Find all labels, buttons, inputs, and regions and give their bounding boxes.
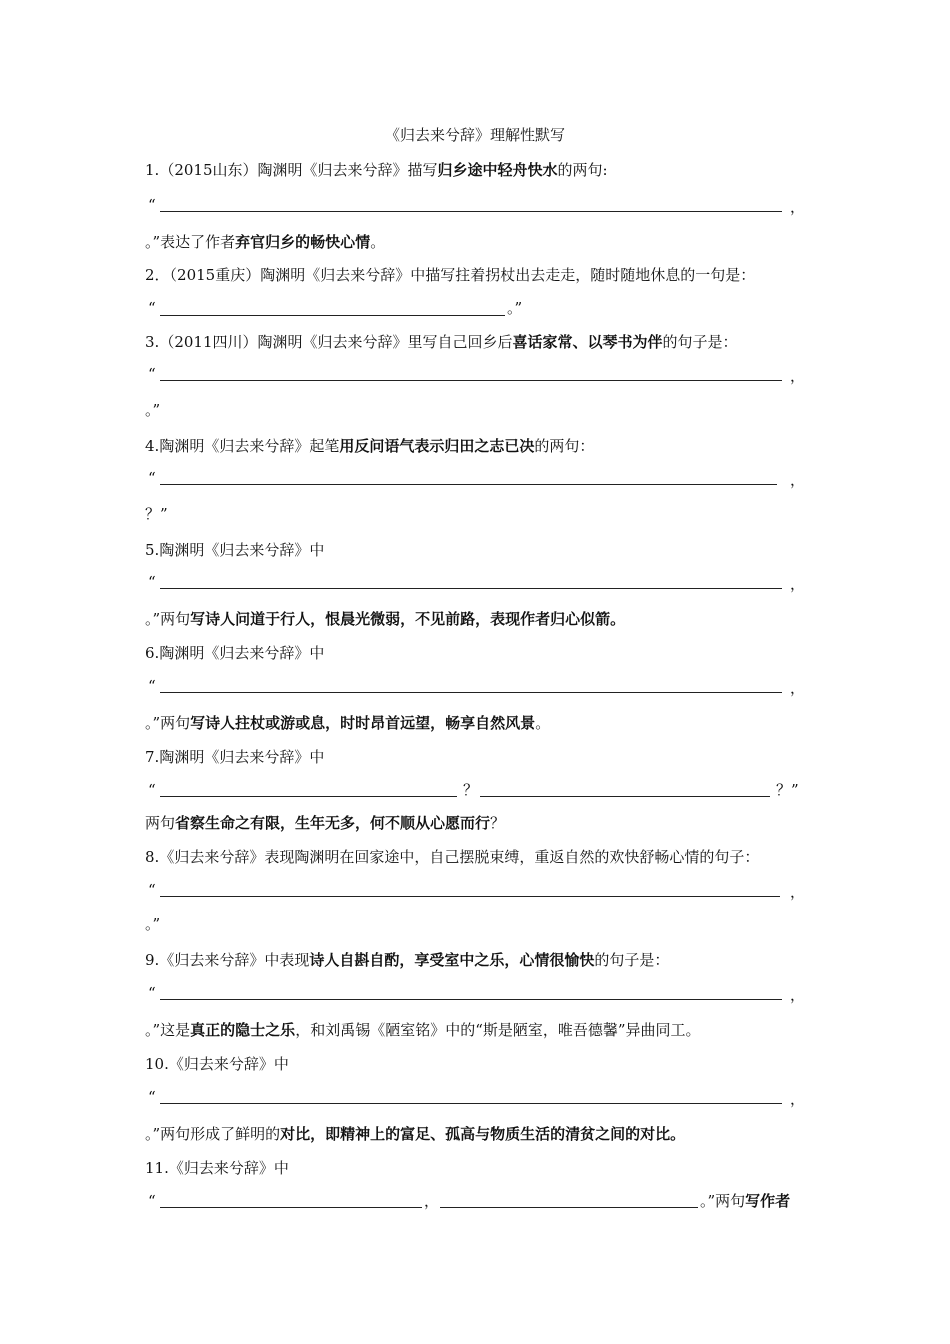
open-quote: “ xyxy=(148,781,156,799)
question-5: 5.陶渊明《归去来兮辞》中 xyxy=(145,541,325,559)
answer-tail-3: 。” xyxy=(145,401,161,419)
question-mark: ？ xyxy=(463,781,479,799)
open-quote: “ xyxy=(148,1192,156,1210)
comma-mark: ， xyxy=(790,198,806,216)
answer-tail-4: ？” xyxy=(145,505,168,523)
open-quote: “ xyxy=(148,677,156,695)
answer-tail-11: 。”两句写作者 xyxy=(700,1192,791,1210)
answer-blank[interactable] xyxy=(160,1103,782,1104)
answer-blank[interactable] xyxy=(440,1207,698,1208)
comma-mark: ， xyxy=(790,883,806,901)
answer-tail-1: 。”表达了作者弃官归乡的畅快心情。 xyxy=(145,233,386,251)
question-3: 3.（2011四川）陶渊明《归去来兮辞》里写自己回乡后喜话家常、以琴书为伴的句子是： xyxy=(145,333,738,351)
question-11: 11.《归去来兮辞》中 xyxy=(145,1159,289,1177)
question-2: 2．（2015重庆）陶渊明《归去来兮辞》中描写拄着拐杖出去走走，随时随地休息的一句是： xyxy=(145,266,756,284)
comma-mark: ， xyxy=(424,1192,440,1210)
comma-mark: ， xyxy=(790,1090,806,1108)
answer-blank[interactable] xyxy=(160,211,782,212)
answer-tail-8: 。” xyxy=(145,915,161,933)
answer-blank[interactable] xyxy=(160,588,782,589)
answer-blank[interactable] xyxy=(160,896,780,897)
page-title: 《归去来兮辞》理解性默写 xyxy=(384,126,565,144)
question-8: 8.《归去来兮辞》表现陶渊明在回家途中，自己摆脱束缚，重返自然的欢快舒畅心情的句子： xyxy=(145,848,760,866)
answer-blank[interactable] xyxy=(480,796,770,797)
answer-blank[interactable] xyxy=(160,315,505,316)
close-quote: 。” xyxy=(507,299,523,317)
question-6: 6.陶渊明《归去来兮辞》中 xyxy=(145,644,325,662)
answer-blank[interactable] xyxy=(160,484,777,485)
question-4: 4.陶渊明《归去来兮辞》起笔用反问语气表示归田之志已决的两句： xyxy=(145,437,595,455)
answer-blank[interactable] xyxy=(160,796,457,797)
open-quote: “ xyxy=(148,469,156,487)
question-7: 7.陶渊明《归去来兮辞》中 xyxy=(145,748,325,766)
comma-mark: ， xyxy=(790,575,806,593)
answer-tail-9: 。”这是真正的隐士之乐，和刘禹锡《陋室铭》中的“斯是陋室，唯吾德馨”异曲同工。 xyxy=(145,1021,701,1039)
open-quote: “ xyxy=(148,299,156,317)
question-9: 9.《归去来兮辞》中表现诗人自斟自酌，享受室中之乐，心情很愉快的句子是： xyxy=(145,951,670,969)
comma-mark: ， xyxy=(790,679,806,697)
open-quote: “ xyxy=(148,1088,156,1106)
close-quote: ？” xyxy=(776,781,799,799)
answer-tail-10: 。”两句形成了鲜明的对比，即精神上的富足、孤高与物质生活的清贫之间的对比。 xyxy=(145,1125,686,1143)
question-10: 10.《归去来兮辞》中 xyxy=(145,1055,289,1073)
open-quote: “ xyxy=(148,573,156,591)
answer-blank[interactable] xyxy=(160,380,782,381)
answer-blank[interactable] xyxy=(160,692,782,693)
comma-mark: ， xyxy=(790,367,806,385)
answer-blank[interactable] xyxy=(160,999,782,1000)
comma-mark: ， xyxy=(790,986,806,1004)
answer-tail-6: 。”两句写诗人拄杖或游或息，时时昂首远望，畅享自然风景。 xyxy=(145,714,551,732)
question-1: 1.（2015山东）陶渊明《归去来兮辞》描写归乡途中轻舟快水的两句: xyxy=(145,161,608,179)
open-quote: “ xyxy=(148,196,156,214)
answer-blank[interactable] xyxy=(160,1207,422,1208)
open-quote: “ xyxy=(148,365,156,383)
answer-tail-7: 两句省察生命之有限，生年无多，何不顺从心愿而行？ xyxy=(145,814,506,832)
open-quote: “ xyxy=(148,881,156,899)
comma-mark: ， xyxy=(790,471,806,489)
open-quote: “ xyxy=(148,984,156,1002)
answer-tail-5: 。”两句写诗人问道于行人，恨晨光微弱，不见前路，表现作者归心似箭。 xyxy=(145,610,626,628)
